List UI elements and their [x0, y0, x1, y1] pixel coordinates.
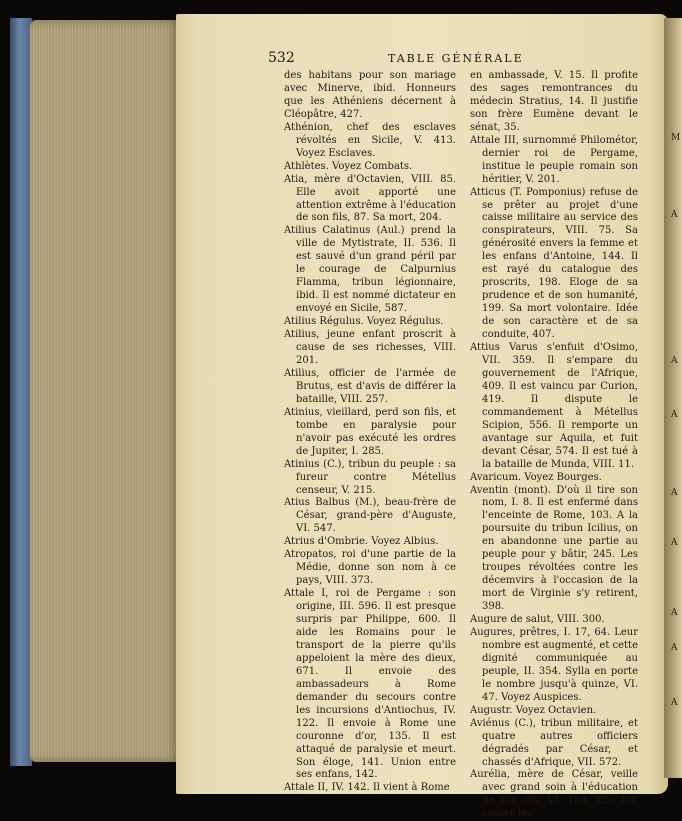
index-entry: Attale I, roi de Pergame : son origine, III. 596. Il est presque surpris par Philippe, 600. Il aide les Romains pour le transport de la pierre qu'ils appeloient la mère des dieux, 671. Il envoie des ambassadeurs à Rome demander du secours contre les incursions d'Antiochus, IV. 122. Il envoie à Rome une couronne d'or, 135. Il est attaqué de paralysie et meurt. Son éloge, 141. Union entre ses enfans, 142. [284, 588, 456, 781]
page-number: 532 [268, 50, 295, 66]
index-entry: des habitans pour son mariage avec Minerve, ibid. Honneurs que les Athéniens décernent à Cléopâtre, 427. [284, 70, 456, 120]
index-entry: Aurélia, mère de César, veille avec grand soin à l'éducation de son fils, VI. 154. Elle fait cesser les [470, 769, 638, 820]
margin-letter: A [671, 210, 678, 220]
index-entry: Atinius (C.), tribun du peuple : sa fureur contre Métellus censeur, V. 215. [284, 458, 456, 496]
page-header [268, 50, 658, 70]
index-entry: Augures, prêtres, I. 17, 64. Leur nombre est augmenté, et cette dignité communiquée au peuple, II. 354. Sylla en porte le nombre jusqu'à quinze, VI. 47. Voyez Auspices. [470, 626, 638, 703]
index-entry: Athlètes. Voyez Combats. [284, 160, 413, 172]
margin-letter: A [671, 608, 678, 618]
margin-letter: A [671, 698, 678, 708]
blue-cloth-edge [10, 18, 32, 766]
margin-letter: A [671, 538, 678, 548]
index-entry: Aventin (mont). D'où il tire son nom, I. 8. Il est enfermé dans l'enceinte de Rome, 103. A la poursuite du tribun Icilius, on en abandonne une partie au peuple pour y bâtir, 245. Les troupes révoltées contre les décemvirs à l'occasion de la mort de Virginie s'y retirent, 398. [470, 484, 638, 613]
next-page-strip [664, 18, 682, 778]
index-column-right [470, 70, 638, 821]
margin-letter: M [671, 133, 681, 143]
index-entry: Attale III, surnommé Philométor, dernier roi de Pergame, institue le peuple romain son héritier, V. 201. [470, 134, 638, 185]
margin-letter: A [671, 643, 678, 653]
index-entry: Athénion, chef des esclaves révoltés en Sicile, V. 413. Voyez Esclaves. [284, 121, 456, 159]
index-entry: Augure de salut, VIII. 300. [470, 614, 605, 626]
index-entry: Atius Balbus (M.), beau-frère de César, grand-père d'Auguste, VI. 547. [284, 497, 456, 535]
book-page-edges [30, 20, 180, 762]
page-title: TABLE GÉNÉRALE [388, 52, 524, 65]
margin-letter: A [671, 356, 678, 366]
index-entry: Attius Varus s'enfuit d'Osimo, VII. 359. Il s'empare du gouvernement de l'Afrique, 409. Il est vaincu par Curion, 419. Il dispute le commandement à Métellus Scipion, 556. Il remporte un avantage sur Aquila, et fuit devant César, 574. Il est tué à la bataille de Munda, VIII. 11. [470, 342, 638, 470]
index-entry: Atilius Régulus. Voyez Régulus. [284, 316, 444, 328]
index-entry: Augustr. Voyez Octavien. [470, 704, 597, 716]
index-entry: Avaricum. Voyez Bourges. [470, 471, 602, 483]
margin-letter: A [671, 410, 678, 420]
index-entry: Atrius d'Ombrie. Voyez Albius. [284, 536, 439, 548]
index-entry: Atia, mère d'Octavien, VIII. 85. Elle avoit apporté une attention extrême à l'éducation de son fils, 87. Sa mort, 204. [284, 173, 456, 224]
index-entry: en ambassade, V. 15. Il profite des sages remontrances du médecin Stratius, 14. Il justifie son frère Eumène devant le sénat, 35. [470, 70, 638, 133]
index-entry: Atilius Calatinus (Aul.) prend la ville de Mytistrate, II. 536. Il est sauvé d'un grand péril par le courage de Calpurnius Flamma, tribun légionnaire, ibid. Il est nommé dictateur en envoyé en Sicile, 587. [284, 225, 456, 315]
index-entry: Attale II, IV. 142. Il vient à Rome [284, 782, 450, 794]
index-entry: Atticus (T. Pomponius) refuse de se prêter au projet d'une caisse militaire au service des conspirateurs, VIII. 75. Sa générosité envers la femme et les enfans d'Antoine, 144. Il est rayé du catalogue des proscrits, 198. Eloge de sa prudence et de son humanité, 199. Sa mort volontaire. Idée de son caractère et de sa conduite, 407. [470, 186, 638, 341]
index-entry: Atropatos, roi d'une partie de la Médie, donne son nom à ce pays, VIII. 373. [284, 549, 456, 587]
index-entry: Atilius, officier de l'armée de Brutus, est d'avis de différer la bataille, VIII. 257. [284, 367, 456, 405]
index-column-left [284, 70, 456, 795]
index-entry: Atilius, jeune enfant proscrit à cause de ses richesses, VIII. 201. [284, 329, 456, 366]
margin-letter: A [671, 488, 678, 498]
index-entry: Aviénus (C.), tribun militaire, et quatre autres officiers dégradés par César, et chassés d'Afrique, VII. 572. [470, 717, 638, 768]
index-entry: Atinius, vieillard, perd son fils, et tombe en paralysie pour n'avoir pas exécuté les ordres de Jupiter, I. 285. [284, 406, 456, 457]
